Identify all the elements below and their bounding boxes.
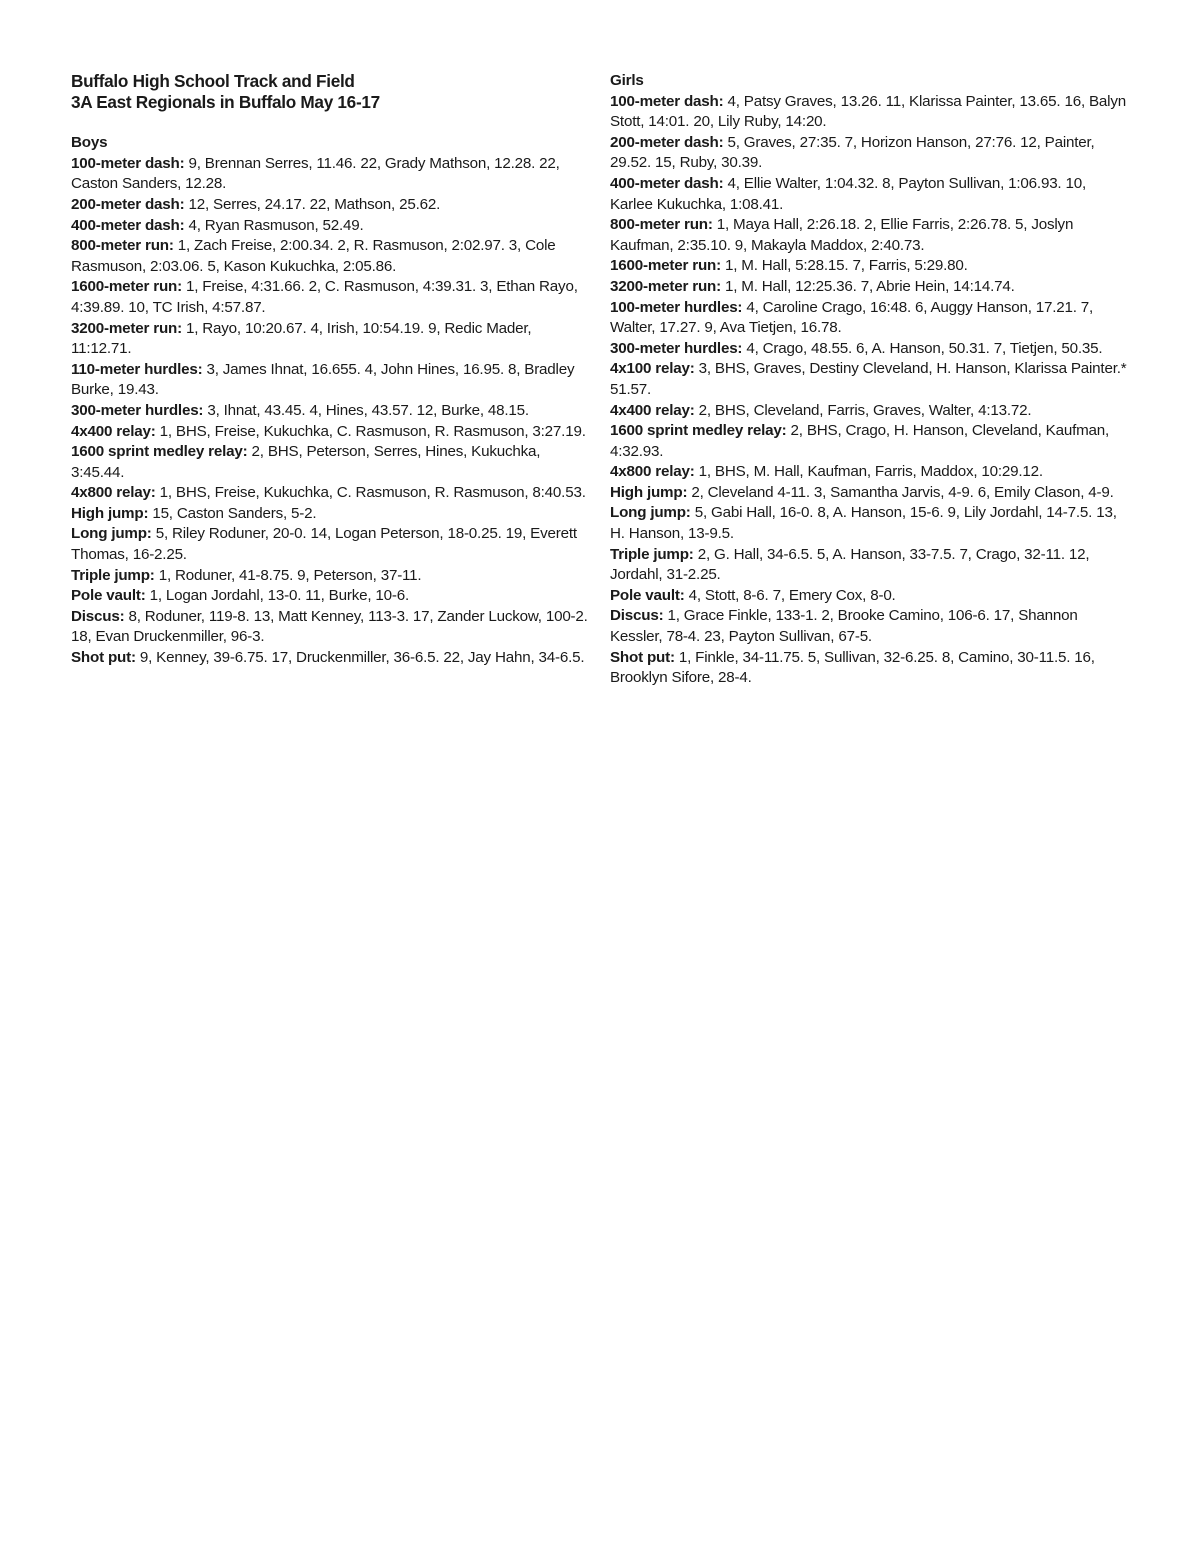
girls-result-entry <box>610 256 1132 277</box>
boys-event-name: Shot put: <box>71 649 136 667</box>
girls-result-entry <box>610 401 1132 422</box>
boys-event-results: 1, Rayo, 10:20.67. 4, Irish, 10:54.19. 9, Redic Mader, 11:12.71. <box>71 319 532 358</box>
girls-event-results: 1, BHS, M. Hall, Kaufman, Farris, Maddox, 10:29.12. <box>694 463 1043 481</box>
boys-event-name: 1600 sprint medley relay: <box>71 443 248 461</box>
girls-result-entry <box>610 174 1132 215</box>
girls-result-entry <box>610 606 1132 647</box>
boys-result-entry <box>71 607 591 648</box>
girls-result-entry <box>610 339 1132 360</box>
girls-event-results: 1, Grace Finkle, 133-1. 2, Brooke Camino, 106-6. 17, Shannon Kessler, 78-4. 23, Payton Sullivan, 67-5. <box>610 607 1078 646</box>
girls-result-entry <box>610 503 1132 544</box>
boys-result-entry <box>71 483 591 504</box>
boys-event-results: 2, BHS, Peterson, Serres, Hines, Kukuchka, 3:45.44. <box>71 443 541 481</box>
boys-result-entry <box>71 154 591 195</box>
girls-result-entry <box>610 586 1132 607</box>
girls-event-name: 400-meter dash: <box>610 174 724 192</box>
boys-event-results: 9, Kenney, 39-6.75. 17, Druckenmiller, 36-6.5. 22, Jay Hahn, 34-6.5. <box>135 649 585 667</box>
boys-column <box>71 71 591 669</box>
boys-result-entry <box>71 319 591 360</box>
boys-result-entry <box>71 360 591 401</box>
girls-event-results: 4, Ellie Walter, 1:04.32. 8, Payton Sullivan, 1:06.93. 10, Karlee Kukuchka, 1:08.41. <box>610 174 1086 213</box>
boys-result-entry <box>71 422 591 443</box>
girls-event-name: 200-meter dash: <box>610 133 724 151</box>
boys-result-entry <box>71 586 591 607</box>
girls-event-results: 1, M. Hall, 12:25.36. 7, Abrie Hein, 14:14.74. <box>720 277 1015 295</box>
boys-event-results: 1, BHS, Freise, Kukuchka, C. Rasmuson, R. Rasmuson, 3:27.19. <box>155 422 586 440</box>
girls-event-results: 5, Gabi Hall, 16-0. 8, A. Hanson, 15-6. 9, Lily Jordahl, 14-7.5. 13, H. Hanson, 13-9.5. <box>610 504 1117 543</box>
girls-result-entry <box>610 277 1132 298</box>
boys-event-name: Long jump: <box>71 525 152 543</box>
boys-event-results: 9, Brennan Serres, 11.46. 22, Grady Mathson, 12.28. 22, Caston Sanders, 12.28. <box>71 154 560 193</box>
boys-event-name: 110-meter hurdles: <box>71 360 203 378</box>
boys-results-list <box>71 154 591 669</box>
boys-result-entry <box>71 195 591 216</box>
boys-event-results: 1, Roduner, 41-8.75. 9, Peterson, 37-11. <box>154 566 422 584</box>
girls-event-results: 2, BHS, Cleveland, Farris, Graves, Walter, 4:13.72. <box>694 401 1032 419</box>
boys-event-results: 15, Caston Sanders, 5-2. <box>148 504 317 522</box>
document-title-line-2: 3A East Regionals in Buffalo May 16-17 <box>71 91 380 112</box>
girls-event-name: 4x100 relay: <box>610 360 695 378</box>
girls-event-results: 5, Graves, 27:35. 7, Horizon Hanson, 27:76. 12, Painter, 29.52. 15, Ruby, 30.39. <box>610 133 1095 172</box>
girls-event-results: 4, Stott, 8-6. 7, Emery Cox, 8-0. <box>684 586 896 604</box>
boys-result-entry <box>71 442 591 483</box>
boys-event-name: 300-meter hurdles: <box>71 401 204 419</box>
girls-event-results: 3, BHS, Graves, Destiny Cleveland, H. Hanson, Klarissa Painter.* 51.57. <box>610 360 1127 398</box>
boys-event-name: High jump: <box>71 504 149 522</box>
girls-result-entry <box>610 215 1132 256</box>
boys-result-entry <box>71 216 591 237</box>
girls-event-name: 3200-meter run: <box>610 277 721 295</box>
girls-result-entry <box>610 483 1132 504</box>
boys-event-name: 200-meter dash: <box>71 195 185 213</box>
girls-event-name: Shot put: <box>610 648 675 666</box>
girls-event-name: 300-meter hurdles: <box>610 339 743 357</box>
girls-results-list <box>610 92 1132 689</box>
boys-event-name: 4x800 relay: <box>71 484 156 502</box>
boys-event-name: 100-meter dash: <box>71 154 185 172</box>
girls-event-results: 4, Crago, 48.55. 6, A. Hanson, 50.31. 7, Tietjen, 50.35. <box>742 339 1103 357</box>
girls-event-name: Discus: <box>610 607 664 625</box>
girls-event-name: Long jump: <box>610 504 691 522</box>
boys-result-entry <box>71 566 591 587</box>
girls-result-entry <box>610 359 1132 400</box>
boys-event-name: 1600-meter run: <box>71 278 182 296</box>
boys-result-entry <box>71 401 591 422</box>
girls-event-results: 4, Caroline Crago, 16:48. 6, Auggy Hanson, 17.21. 7, Walter, 17.27. 9, Ava Tietjen, 16.78. <box>610 298 1094 337</box>
boys-result-entry <box>71 277 591 318</box>
girls-heading: Girls <box>610 72 644 89</box>
boys-event-results: 4, Ryan Rasmuson, 52.49. <box>184 216 364 234</box>
girls-result-entry <box>610 92 1132 133</box>
boys-event-results: 5, Riley Roduner, 20-0. 14, Logan Peterson, 18-0.25. 19, Everett Thomas, 16-2.25. <box>71 525 577 564</box>
girls-event-name: Triple jump: <box>610 545 694 563</box>
girls-event-name: 800-meter run: <box>610 216 713 234</box>
girls-result-entry <box>610 133 1132 174</box>
girls-column <box>610 71 1132 689</box>
boys-result-entry <box>71 236 591 277</box>
boys-event-name: Discus: <box>71 607 125 625</box>
girls-event-name: High jump: <box>610 483 688 501</box>
boys-event-name: Pole vault: <box>71 587 146 605</box>
girls-result-entry <box>610 545 1132 586</box>
boys-event-results: 3, Ihnat, 43.45. 4, Hines, 43.57. 12, Burke, 48.15. <box>203 401 529 419</box>
boys-event-results: 12, Serres, 24.17. 22, Mathson, 25.62. <box>184 195 441 213</box>
boys-event-name: 800-meter run: <box>71 237 174 255</box>
girls-event-name: 4x400 relay: <box>610 401 695 419</box>
boys-result-entry <box>71 524 591 565</box>
girls-event-name: 4x800 relay: <box>610 463 695 481</box>
boys-event-results: 1, Freise, 4:31.66. 2, C. Rasmuson, 4:39.31. 3, Ethan Rayo, 4:39.89. 10, TC Irish, 4:57.87. <box>71 278 578 316</box>
girls-event-name: 1600 sprint medley relay: <box>610 422 787 440</box>
boys-heading: Boys <box>71 134 108 152</box>
boys-event-results: 1, Zach Freise, 2:00.34. 2, R. Rasmuson, 2:02.97. 3, Cole Rasmuson, 2:03.06. 5, Kason Kukuchka, 2:05.86. <box>71 237 556 275</box>
boys-event-results: 1, Logan Jordahl, 13-0. 11, Burke, 10-6. <box>145 587 409 605</box>
girls-event-results: 1, Maya Hall, 2:26.18. 2, Ellie Farris, 2:26.78. 5, Joslyn Kaufman, 2:35.10. 9, Makayla Maddox, 2:40.73. <box>610 216 1074 254</box>
boys-event-results: 3, James Ihnat, 16.655. 4, John Hines, 16.95. 8, Bradley Burke, 19.43. <box>71 360 575 399</box>
boys-event-name: 4x400 relay: <box>71 422 156 440</box>
girls-event-name: 1600-meter run: <box>610 257 721 275</box>
girls-result-entry <box>610 421 1132 462</box>
girls-event-name: 100-meter hurdles: <box>610 298 743 316</box>
boys-event-results: 1, BHS, Freise, Kukuchka, C. Rasmuson, R. Rasmuson, 8:40.53. <box>155 484 586 502</box>
boys-result-entry <box>71 504 591 525</box>
boys-event-name: Triple jump: <box>71 566 155 584</box>
document-title-line-1: Buffalo High School Track and Field <box>71 71 355 91</box>
girls-event-results: 2, Cleveland 4-11. 3, Samantha Jarvis, 4-9. 6, Emily Clason, 4-9. <box>687 483 1114 501</box>
girls-result-entry <box>610 298 1132 339</box>
girls-event-name: Pole vault: <box>610 586 685 604</box>
girls-event-results: 1, Finkle, 34-11.75. 5, Sullivan, 32-6.25. 8, Camino, 30-11.5. 16, Brooklyn Sifore, 28-4. <box>610 648 1095 687</box>
girls-event-name: 100-meter dash: <box>610 92 724 110</box>
girls-event-results: 1, M. Hall, 5:28.15. 7, Farris, 5:29.80. <box>720 257 968 275</box>
boys-event-results: 8, Roduner, 119-8. 13, Matt Kenney, 113-3. 17, Zander Luckow, 100-2. 18, Evan Druckenmiller, 96-3. <box>71 607 588 646</box>
girls-event-results: 4, Patsy Graves, 13.26. 11, Klarissa Painter, 13.65. 16, Balyn Stott, 14:01. 20, Lily Ruby, 14:20. <box>610 92 1126 131</box>
girls-result-entry <box>610 462 1132 483</box>
girls-event-results: 2, BHS, Crago, H. Hanson, Cleveland, Kaufman, 4:32.93. <box>610 422 1110 460</box>
girls-result-entry <box>610 648 1132 689</box>
boys-event-name: 400-meter dash: <box>71 216 185 234</box>
girls-event-results: 2, G. Hall, 34-6.5. 5, A. Hanson, 33-7.5. 7, Crago, 32-11. 12, Jordahl, 31-2.25. <box>610 545 1090 584</box>
boys-result-entry <box>71 648 591 669</box>
boys-event-name: 3200-meter run: <box>71 319 182 337</box>
